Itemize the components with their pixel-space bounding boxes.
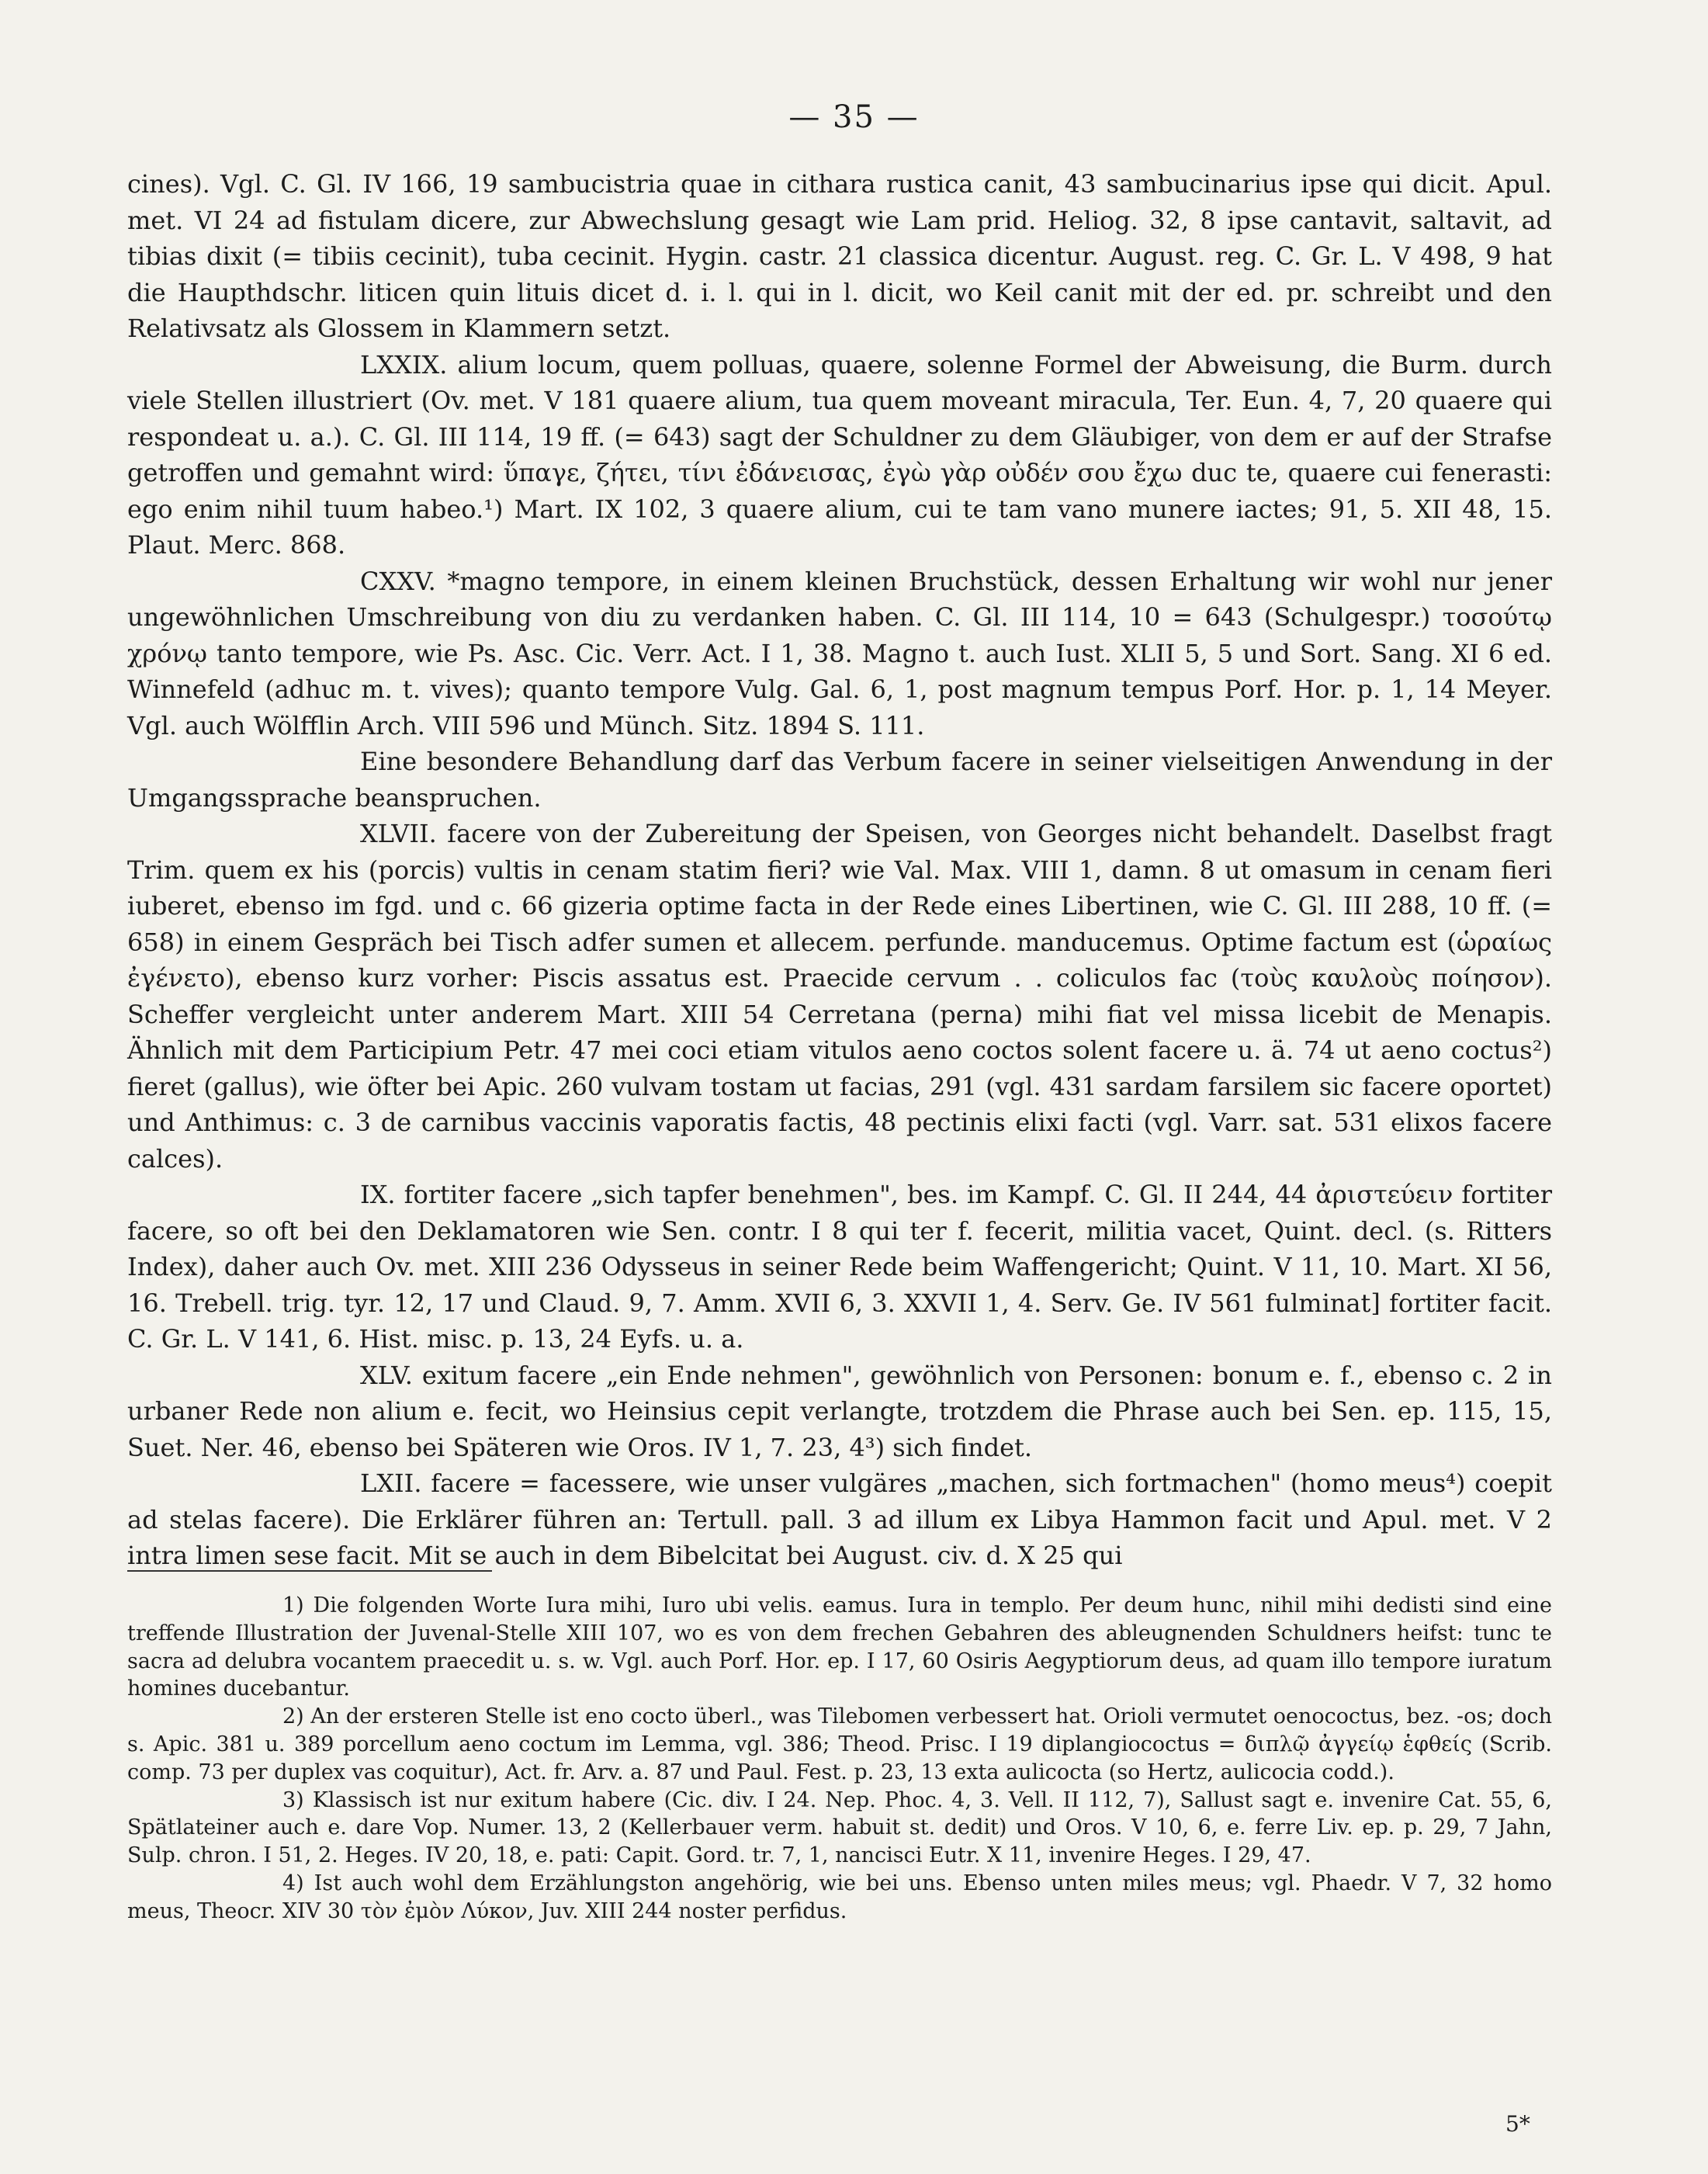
- paragraph-cxxv: CXXV. *magno tempore, in einem kleinen Bruchstück, dessen Erhaltung wir wohl nur jener ungewöhnlichen Umschreibung von diu zu verdanken haben. C. Gl. III 114, 10 = 643 (Schulgespr.) τοσούτῳ χρόνῳ tanto tempore, wie Ps. Asc. Cic. Verr. Act. I 1, 38. Magno t. auch Iust. XLII 5, 5 und Sort. Sang. XI 6 ed. Winnefeld (adhuc m. t. vives); quanto tempore Vulg. Gal. 6, 1, post magnum tempus Porf. Hor. p. 1, 14 Meyer. Vgl. auch Wölfflin Arch. VIII 596 und Münch. Sitz. 1894 S. 111.: [127, 566, 1552, 740]
- paragraph-lxii: LXII. facere = facessere, wie unser vulgäres „machen, sich fortmachen" (homo meus⁴) coepit ad stelas facere). Die Erklärer führen an: Tertull. pall. 3 ad illum ex Libya Hammon facit und Apul. met. V 2 intra limen sese facit. Mit se auch in dem Bibelcitat bei August. civ. d. X 25 qui: [127, 1468, 1552, 1570]
- footnote-divider: [127, 1570, 492, 1572]
- footnote-4: 4) Ist auch wohl dem Erzählungston angehörig, wie bei uns. Ebenso unten miles meus; vgl. Phaedr. V 7, 32 homo meus, Theocr. XIV 30 τὸν ἐμὸν Λύκον, Juv. XIII 244 noster perfidus.: [127, 1871, 1552, 1923]
- body-text: [127, 166, 1552, 1574]
- paragraph-xlvii: XLVII. facere von der Zubereitung der Speisen, von Georges nicht behandelt. Daselbst fragt Trim. quem ex his (porcis) vultis in cenam statim fieri? wie Val. Max. VIII 1, damn. 8 ut omasum in cenam fieri iuberet, ebenso im fgd. und c. 66 gizeria optime facta in der Rede eines Libertinen, wie C. Gl. III 288, 10 ff. (= 658) in einem Gespräch bei Tisch adfer sumen et allecem. perfunde. manducemus. Optime factum est (ὡραίως ἐγένετο), ebenso kurz vorher: Piscis assatus est. Praecide cervum . . coliculos fac (τοὺς καυλοὺς ποίησον). Scheffer vergleicht unter anderem Mart. XIII 54 Cerretana (perna) mihi fiat vel missa licebit de Menapis. Ähnlich mit dem Participium Petr. 47 mei coci etiam vitulos aeno coctos solent facere u. ä. 74 ut aeno coctus²) fieret (gallus), wie öfter bei Apic. 260 vulvam tostam ut facias, 291 (vgl. 431 sardam farsilem sic facere oportet) und Anthimus: c. 3 de carnibus vaccinis vaporatis factis, 48 pectinis elixi facti (vgl. Varr. sat. 531 elixos facere calces).: [127, 819, 1552, 1174]
- paragraph-xlv: XLV. exitum facere „ein Ende nehmen", gewöhnlich von Personen: bonum e. f., ebenso c. 2 in urbaner Rede non alium e. fecit, wo Heinsius cepit verlangte, trotzdem die Phrase auch bei Sen. ep. 115, 15, Suet. Ner. 46, ebenso bei Späteren wie Oros. IV 1, 7. 23, 4³) sich findet.: [127, 1360, 1552, 1462]
- footnote-2: 2) An der ersteren Stelle ist eno cocto überl., was Tilebomen verbessert hat. Orioli vermutet oenococtus, bez. -os; doch s. Apic. 381 u. 389 porcellum aeno coctum im Lemma, vgl. 386; Theod. Prisc. I 19 diplangiococtus = διπλῷ ἀγγείῳ ἑφθείς (Scrib. comp. 73 per duplex vas coquitur), Act. fr. Arv. a. 87 und Paul. Fest. p. 23, 13 exta aulicocta (so Hertz, aulicocia codd.).: [127, 1704, 1552, 1784]
- footnote-1: 1) Die folgenden Worte Iura mihi, Iuro ubi velis. eamus. Iura in templo. Per deum hunc, nihil mihi dedisti sind eine treffende Illustration der Juvenal-Stelle XIII 107, wo es von dem frechen Gebahren des ableugnenden Schuldners heifst: tunc te sacra ad delubra vocantem praecedit u. s. w. Vgl. auch Porf. Hor. ep. I 17, 60 Osiris Aegyptiorum deus, ad quam illo tempore iuratum homines ducebantur.: [127, 1593, 1552, 1701]
- paragraph-facere-intro: Eine besondere Behandlung darf das Verbum facere in seiner vielseitigen Anwendung in der Umgangssprache beanspruchen.: [127, 747, 1552, 813]
- footnotes: [127, 1592, 1552, 1926]
- paragraph-lxxix: LXXIX. alium locum, quem polluas, quaere, solenne Formel der Abweisung, die Burm. durch viele Stellen illustriert (Ov. met. V 181 quaere alium, tua quem moveant miracula, Ter. Eun. 4, 7, 20 quaere qui respondeat u. a.). C. Gl. III 114, 19 ff. (= 643) sagt der Schuldner zu dem Gläubiger, von dem er auf der Strafse getroffen und gemahnt wird: ὕπαγε, ζήτει, τίνι ἐδάνεισας, ἐγὼ γὰρ οὐδέν σου ἔχω duc te, quaere cui fenerasti: ego enim nihil tuum habeo.¹) Mart. IX 102, 3 quaere alium, cui te tam vano munere iactes; 91, 5. XII 48, 15. Plaut. Merc. 868.: [127, 349, 1552, 560]
- signature-mark: 5*: [1505, 2111, 1530, 2137]
- page-number: — 35 —: [788, 99, 920, 135]
- paragraph-cines: cines). Vgl. C. Gl. IV 166, 19 sambucistria quae in cithara rustica canit, 43 sambucinarius ipse qui dicit. Apul. met. VI 24 ad fistulam dicere, zur Abwechslung gesagt wie Lam prid. Heliog. 32, 8 ipse cantavit, saltavit, ad tibias dixit (= tibiis cecinit), tuba cecinit. Hygin. castr. 21 classica dicentur. August. reg. C. Gr. L. V 498, 9 hat die Haupthdschr. liticen quin lituis dicet d. i. l. qui in l. dicit, wo Keil canit mit der ed. pr. schreibt und den Relativsatz als Glossem in Klammern setzt.: [127, 169, 1552, 343]
- paragraph-ix: IX. fortiter facere „sich tapfer benehmen", bes. im Kampf. C. Gl. II 244, 44 ἀριστεύειν fortiter facere, so oft bei den Deklamatoren wie Sen. contr. I 8 qui ter f. fecerit, militia vacet, Quint. decl. (s. Ritters Index), daher auch Ov. met. XIII 236 Odysseus in seiner Rede beim Waffengericht; Quint. V 11, 10. Mart. XI 56, 16. Trebell. trig. tyr. 12, 17 und Claud. 9, 7. Amm. XVII 6, 3. XXVII 1, 4. Serv. Ge. IV 561 fulminat] fortiter facit. C. Gr. L. V 141, 6. Hist. misc. p. 13, 24 Eyfs. u. a.: [127, 1180, 1552, 1354]
- footnote-3: 3) Klassisch ist nur exitum habere (Cic. div. I 24. Nep. Phoc. 4, 3. Vell. II 112, 7), Sallust sagt e. invenire Cat. 55, 6, Spätlateiner auch e. dare Vop. Numer. 13, 2 (Kellerbauer verm. habuit st. dedit) und Oros. V 10, 6, e. ferre Liv. ep. p. 29, 7 Jahn, Sulp. chron. I 51, 2. Heges. IV 20, 18, e. pati: Capit. Gord. tr. 7, 1, nancisci Eutr. X 11, invenire Heges. I 29, 47.: [127, 1787, 1552, 1868]
